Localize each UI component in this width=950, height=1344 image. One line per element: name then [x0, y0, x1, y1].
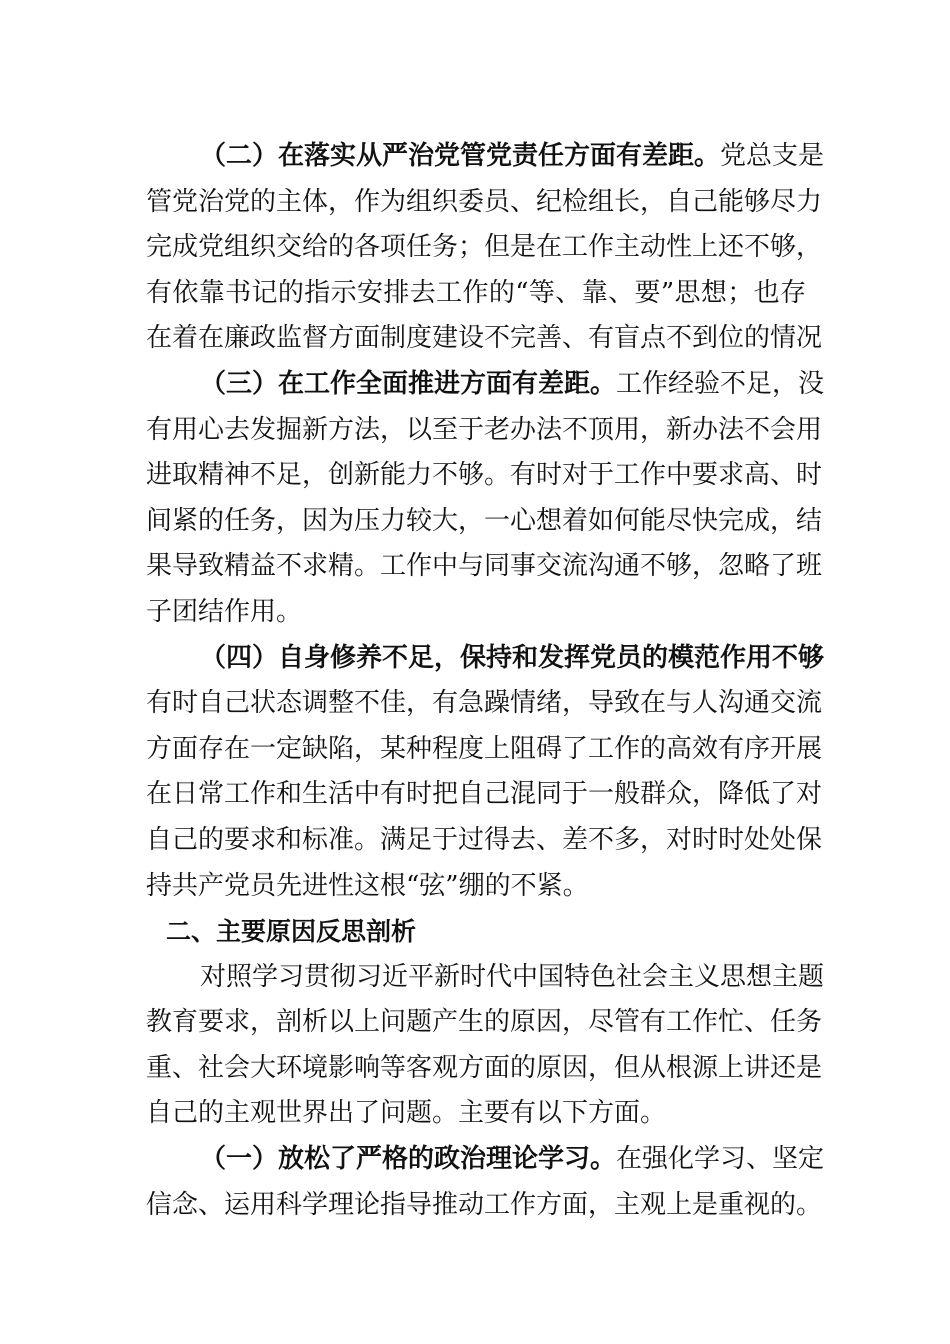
paragraph-text: 党总支是 [720, 141, 825, 171]
paragraph-line [146, 1137, 825, 1183]
paragraph-line: 间紧的任务，因为压力较大，一心想着如何能尽快完成，结 [146, 505, 823, 536]
paragraph-line: 完成党组织交给的各项任务；但是在工作主动性上还不够， [146, 232, 823, 263]
paragraph-line: 有时自己状态调整不佳，有急躁情绪，导致在与人沟通交流 [146, 688, 823, 719]
paragraph-line: 对照学习贯彻习近平新时代中国特色社会主义思想主题 [200, 961, 825, 992]
paragraph-text: 在强化学习、坚定 [616, 1144, 825, 1175]
paragraph-line: 果导致精益不求精。工作中与同事交流沟通不够，忽略了班 [146, 551, 823, 582]
paragraph-line: 子团结作用。 [146, 596, 303, 627]
paragraph-line: 教育要求，剖析以上问题产生的原因，尽管有工作忙、任务 [146, 1007, 823, 1038]
paragraph-text: 工作经验不足，没 [616, 368, 825, 399]
paragraph-line: 方面存在一定缺陷，某种程度上阻碍了工作的高效有序开展 [146, 733, 823, 764]
paragraph-line: 信念、运用科学理论指导推动工作方面，主观上是重视的。 [146, 1189, 823, 1220]
document-body [146, 134, 825, 1228]
paragraph-line: 自己的主观世界出了问题。主要有以下方面。 [146, 1098, 667, 1129]
paragraph-line: 有依靠书记的指示安排去工作的“等、靠、要”思想；也存 [146, 277, 806, 308]
paragraph-line: 进取精神不足，创新能力不够。有时对于工作中要求高、时 [146, 460, 823, 491]
paragraph-line: 有用心去发掘新方法，以至于老办法不顶用，新办法不会用 [146, 414, 823, 445]
paragraph-line: 在日常工作和生活中有时把自己混同于一般群众，降低了对 [146, 779, 823, 810]
section-heading: （四）自身修养不足，保持和发挥党员的模范作用不够 [200, 642, 825, 673]
section-heading: （一）放松了严格的政治理论学习。 [200, 1144, 617, 1175]
paragraph-line: 持共产党员先进性这根“弦”绷的不紧。 [146, 870, 589, 901]
paragraph-line: 管党治党的主体，作为组织委员、纪检组长，自己能够尽力 [146, 186, 823, 217]
paragraph-line [146, 134, 825, 180]
paragraph-line [146, 362, 825, 408]
section-heading: （三）在工作全面推进方面有差距。 [200, 368, 617, 399]
section-heading: （二）在落实从严治党管党责任方面有差距。 [200, 141, 721, 171]
paragraph-line: 自己的要求和标准。满足于过得去、差不多，对时时处处保 [146, 824, 823, 855]
paragraph-line: 重、社会大环境影响等客观方面的原因，但从根源上讲还是 [146, 1052, 823, 1083]
paragraph-line: 在着在廉政监督方面制度建设不完善、有盲点不到位的情况 [146, 323, 823, 354]
chapter-heading: 二、主要原因反思剖析 [166, 917, 417, 947]
paragraph-line [146, 636, 825, 682]
